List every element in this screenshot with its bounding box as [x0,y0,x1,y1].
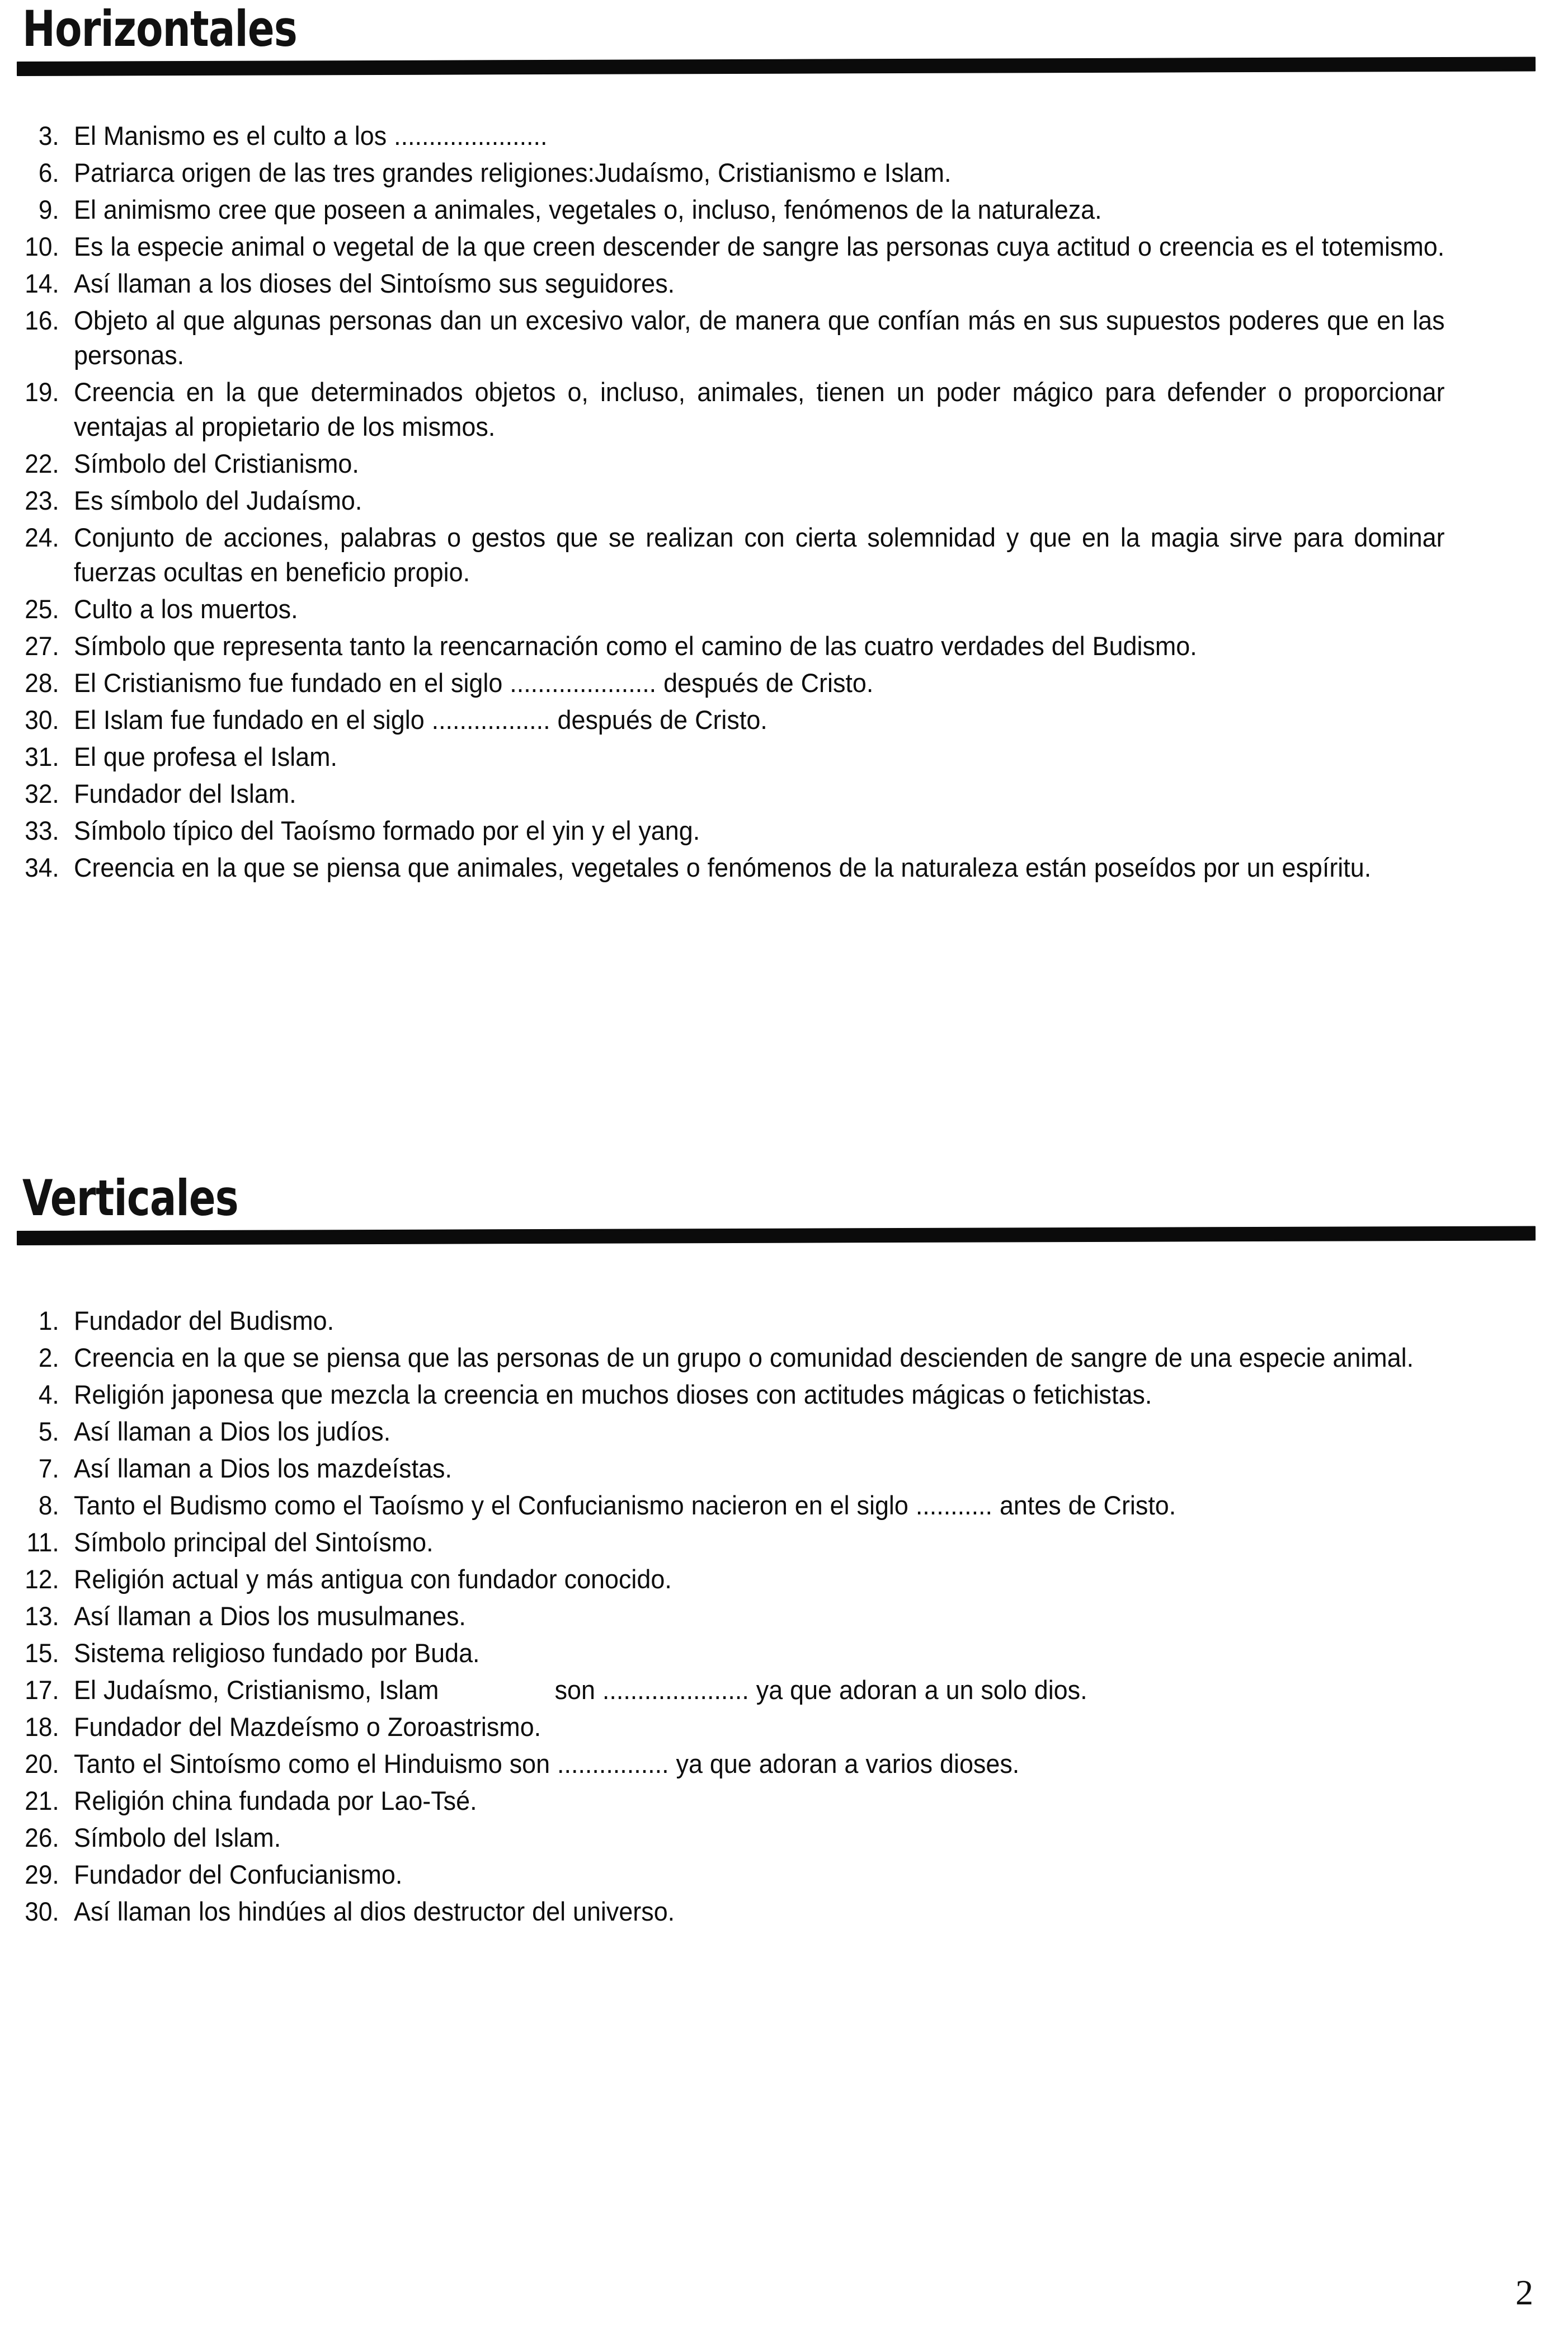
clue-number: 24. [25,523,59,552]
clue-number: 32. [25,779,59,808]
clue-item [0,483,1568,518]
clue-text: Fundador del Budismo. [74,1306,335,1335]
section-title-horizontales: Horizontales [22,0,297,58]
clue-number: 28. [25,668,59,698]
clue-item [0,1599,1568,1634]
clue-item [0,192,1568,227]
clue-item [0,1414,1568,1449]
section-header-verticales [0,1169,1568,1245]
clue-number: 27. [25,631,59,661]
clue-number: 26. [25,1823,59,1852]
clue-number: 10. [25,232,59,261]
clue-item [0,156,1568,190]
clue-number: 17. [25,1675,59,1705]
clue-text: Religión actual y más antigua con fundador conocido. [74,1564,672,1594]
clue-number: 15. [25,1638,59,1668]
clue-text: Fundador del Islam. [74,779,296,808]
clue-item [0,1304,1568,1338]
clue-number: 1. [38,1306,59,1335]
clue-number: 6. [38,158,59,187]
clue-item [0,1636,1568,1671]
clue-number: 4. [38,1380,59,1409]
clue-text: Símbolo principal del Sintoísmo. [74,1527,434,1557]
clue-number: 14. [25,269,59,298]
section-divider-horizontales [17,57,1536,76]
clue-text: Fundador del Confucianismo. [74,1860,403,1889]
clue-number: 30. [25,705,59,735]
clue-number: 11. [26,1527,59,1557]
clue-text: Patriarca origen de las tres grandes religiones:Judaísmo, Cristianismo e Islam. [74,158,952,187]
clue-item [0,629,1568,664]
clue-number: 34. [25,853,59,882]
clue-list-verticales [0,1304,1568,1931]
clue-item [0,1377,1568,1412]
clue-item [0,1710,1568,1744]
clue-item [0,592,1568,627]
clue-text: Símbolo del Islam. [74,1823,281,1852]
clue-item [0,1747,1568,1781]
clue-text: El animismo cree que poseen a animales, vegetales o, incluso, fenómenos de la naturaleza. [74,195,1102,224]
clue-number: 21. [25,1786,59,1815]
clue-item [0,266,1568,301]
clue-number: 16. [25,305,59,335]
clue-text: Culto a los muertos. [74,594,298,624]
clue-text: Objeto al que algunas personas dan un excesivo valor, de manera que confían más en sus supuestos poderes que en las personas. [74,305,1445,370]
clue-list-horizontales [0,119,1568,887]
clue-item [0,703,1568,737]
page-number: 2 [1515,2272,1533,2312]
clue-number: 3. [38,121,59,150]
clue-text: Creencia en la que determinados objetos o, incluso, animales, tienen un poder mágico para defender o proporcionar ventajas al propietario de los mismos. [74,377,1445,441]
clue-text: Fundador del Mazdeísmo o Zoroastrismo. [74,1712,541,1742]
clue-item [0,1857,1568,1892]
clue-text: Así llaman a Dios los mazdeístas. [74,1453,452,1483]
clue-item [0,1488,1568,1523]
clue-number: 31. [25,742,59,771]
clue-number: 30. [25,1897,59,1926]
clue-number: 2. [38,1343,59,1372]
section-title-verticales: Verticales [22,1169,238,1227]
clue-item [0,666,1568,700]
clue-number: 22. [25,449,59,478]
clue-text: Es símbolo del Judaísmo. [74,486,362,515]
clue-number: 5. [38,1417,59,1446]
clue-text: Religión japonesa que mezcla la creencia en muchos dioses con actitudes mágicas o fetichistas. [74,1380,1152,1409]
clue-item [0,303,1568,373]
clue-number: 13. [25,1601,59,1631]
clue-number: 8. [38,1490,59,1520]
clue-text: Símbolo típico del Taoísmo formado por el yin y el yang. [74,816,700,845]
clue-number: 25. [25,594,59,624]
clue-number: 9. [38,195,59,224]
clue-text: Creencia en la que se piensa que animales, vegetales o fenómenos de la naturaleza están poseídos por un espíritu. [74,853,1372,882]
clue-text: Símbolo que representa tanto la reencarnación como el camino de las cuatro verdades del Budismo. [74,631,1197,661]
clue-text: Así llaman a Dios los musulmanes. [74,1601,466,1631]
clue-item [0,777,1568,811]
clue-number: 33. [25,816,59,845]
clue-item [0,1784,1568,1818]
clue-item [0,850,1568,885]
clue-item [0,1525,1568,1560]
clue-item [0,1451,1568,1486]
clue-text: Religión china fundada por Lao-Tsé. [74,1786,477,1815]
section-divider-verticales [17,1226,1536,1245]
clue-number: 18. [25,1712,59,1742]
clue-text: El que profesa el Islam. [74,742,337,771]
clue-text: Conjunto de acciones, palabras o gestos que se realizan con cierta solemnidad y que en la magia sirve para dominar fuerzas ocultas en beneficio propio. [74,523,1445,587]
clue-number: 23. [25,486,59,515]
clue-number: 7. [38,1453,59,1483]
clue-item [0,1673,1568,1707]
clue-item [0,1820,1568,1855]
clue-item [0,446,1568,481]
clue-item [0,813,1568,848]
clue-text: Es la especie animal o vegetal de la que creen descender de sangre las personas cuya actitud o creencia es el totemismo. [74,232,1445,261]
clue-text: Símbolo del Cristianismo. [74,449,359,478]
clue-item [0,740,1568,774]
clue-text: El Manismo es el culto a los ...................... [74,121,548,150]
clue-item [0,1894,1568,1929]
clue-text: Tanto el Budismo como el Taoísmo y el Confucianismo nacieron en el siglo ........... antes de Cristo. [74,1490,1176,1520]
clue-item [0,1340,1568,1375]
clue-text: El Cristianismo fue fundado en el siglo ..................... después de Cristo. [74,668,874,698]
clue-item [0,229,1568,264]
clue-number: 20. [25,1749,59,1778]
clue-text: Tanto el Sintoísmo como el Hinduismo son ................ ya que adoran a varios dioses. [74,1749,1020,1778]
clue-text: El Islam fue fundado en el siglo ................. después de Cristo. [74,705,767,735]
clue-text: Así llaman los hindúes al dios destructor del universo. [74,1897,675,1926]
clue-text: El Judaísmo, Cristianismo, Islam son ..................... ya que adoran a un solo dios. [74,1675,1087,1705]
clue-text: Sistema religioso fundado por Buda. [74,1638,480,1668]
clue-text: Creencia en la que se piensa que las personas de un grupo o comunidad descienden de sangre de una especie animal. [74,1343,1414,1372]
clue-item [0,1562,1568,1597]
clue-item [0,375,1568,444]
clue-text: Así llaman a los dioses del Sintoísmo sus seguidores. [74,269,675,298]
clue-item [0,520,1568,590]
clue-number: 29. [25,1860,59,1889]
clue-number: 12. [25,1564,59,1594]
clue-text: Así llaman a Dios los judíos. [74,1417,391,1446]
clue-number: 19. [25,377,59,407]
clue-item [0,119,1568,153]
section-header-horizontales [0,0,1568,76]
